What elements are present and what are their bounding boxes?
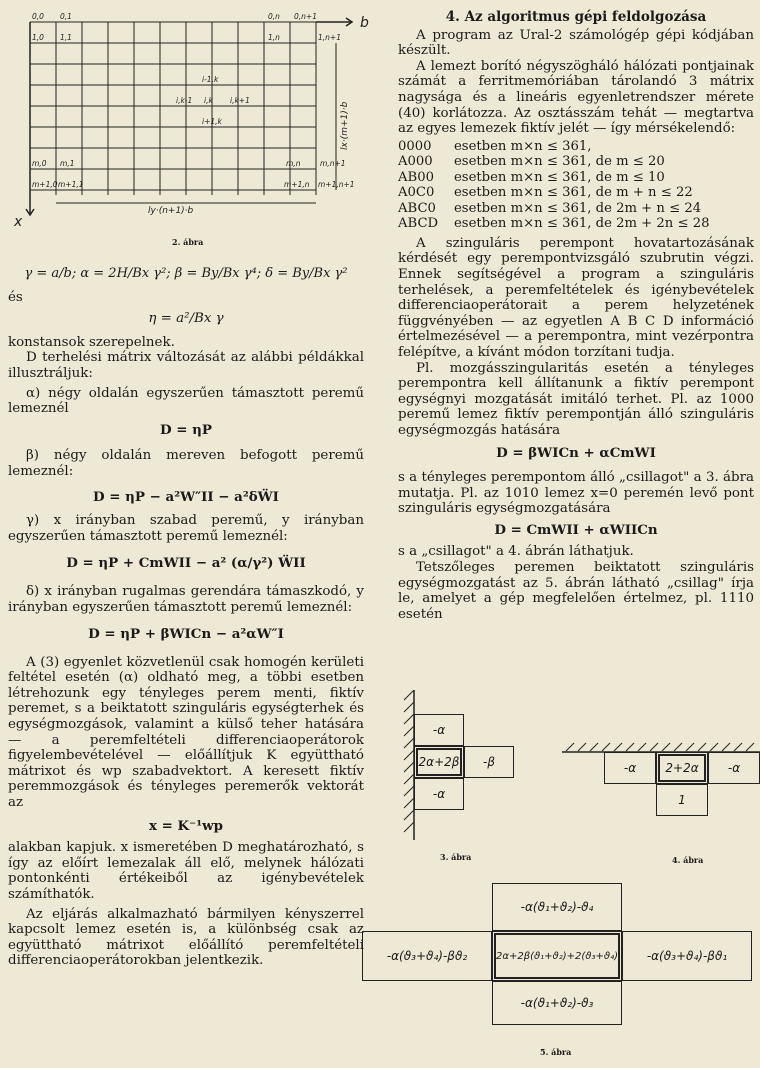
paragraph-mozgas: Pl. mozgásszingularitás esetén a tényleges perempontra kell állítanunk a fiktív perempont egységnyi mozgatását imitáló terhet. Pl. az 1000 peremű lemez fiktív perempontján álló szinguláris egységmozgás hatására: [398, 360, 754, 438]
fig4-center-cell: 2+2α: [656, 752, 708, 784]
fig2-label-0-n: 0,n: [268, 12, 280, 21]
fig5-center-cell: 2α+2β(ϑ₁+ϑ₂)+2(ϑ₃+ϑ₄): [492, 931, 622, 981]
eq-x: x = K⁻¹wp: [149, 817, 223, 834]
fig2-label-m1-n1: m+1,n+1: [318, 180, 355, 189]
left-column: [8, 262, 364, 969]
fig2-label-1-1: 1,1: [60, 33, 72, 42]
fig2-label-0-0: 0,0: [32, 12, 44, 21]
fig4-left-cell: -α: [604, 752, 656, 784]
case-row: 0000 esetben m×n ≤ 361,: [398, 138, 592, 154]
fig2-label-m-1: m,1: [60, 159, 75, 168]
fig2-label-m1-0: m+1,0: [32, 180, 58, 189]
fig2-caption: 2. ábra: [172, 237, 204, 247]
paragraph-lemezt: A lemezt borító négyszögháló hálózati pontjainak számát a ferritmemóriában tárolandó 3 mátrix nagysága és a lineáris egyenletrendszer mérete (40) korlátozza. Az osztásszám tehát — megtartva az egyes lemezek fiktív jelét — így mérsékelendő:: [398, 58, 754, 137]
case-row: ABCD esetben m×n ≤ 361, de 2m + 2n ≤ 28: [398, 216, 710, 232]
case-row: AB00 esetben m×n ≤ 361, de m ≤ 10: [398, 169, 665, 185]
fig2-dim-horizontal: ly·(n+1)·b: [148, 206, 194, 216]
fig3-caption: 3. ábra: [440, 852, 472, 862]
case-row: A0C0 esetben m×n ≤ 361, de m + n ≤ 22: [398, 185, 693, 201]
eq-d2: D = CmWII + αWIICn: [494, 521, 658, 538]
fig5-bottom-cell: -α(ϑ₁+ϑ₂)-ϑ₃: [492, 981, 622, 1025]
eq-alpha: D = ηP: [160, 421, 212, 438]
right-column: [398, 0, 754, 622]
case-beta: β) négy oldalán mereven befogott peremű lemeznél:: [8, 448, 364, 479]
fig2-label-0-1: 0,1: [60, 12, 72, 21]
fig2-label-ip1k: i+1,k: [202, 117, 222, 126]
fig2-label-ikm1: i,k-1: [176, 96, 193, 105]
fig5-top-cell: -α(ϑ₁+ϑ₂)-ϑ₄: [492, 883, 622, 931]
es-text: és: [8, 289, 23, 305]
fig2-dim-vertical: lx·(m+1)·b: [340, 101, 350, 150]
eq-d1: D = βWICn + αCmWI: [496, 445, 656, 462]
fig3-bottom-cell: -α: [414, 778, 464, 810]
case-delta: δ) x irányban rugalmas gerendára támaszkodó, y irányban egyszerűen támasztott peremű lemeznél:: [8, 583, 364, 615]
fig2-label-1-n: 1,n: [268, 33, 280, 42]
fig3-right-cell: -β: [464, 746, 514, 778]
fig2-label-m-n1: m,n+1: [320, 159, 346, 168]
fig2-label-m-0: m,0: [32, 159, 47, 168]
case-row: ABC0 esetben m×n ≤ 361, de 2m + n ≤ 24: [398, 200, 702, 216]
case-alpha: α) négy oldalán egyszerűen támasztott peremű lemeznél: [8, 385, 364, 417]
fig5-left-cell: -α(ϑ₃+ϑ₄)-βϑ₂: [362, 931, 492, 981]
case-gamma: γ) x irányban szabad peremű, y irányban egyszerűen támasztott peremű lemeznél:: [8, 513, 364, 544]
paragraph-eljaras: Az eljárás alkalmazható bármilyen kényszerrel kapcsolt lemez esetén is, a különbség csak az együttható mátrixot előállító peremfeltételi differenciaoperátorokban jelentkezik.: [8, 906, 364, 969]
eq-delta: D = ηP + βWICn − a²αW″I: [88, 626, 284, 643]
fig2-label-ik: i,k: [204, 96, 213, 105]
paragraph-csillag2: s a „csillagot" a 4. ábrán láthatjuk.: [398, 544, 634, 560]
paragraph-program: A program az Ural-2 számológép gépi kódjában készült.: [398, 27, 754, 59]
fig2-axis-x: x: [14, 214, 23, 230]
fig2-label-1-0: 1,0: [32, 33, 44, 42]
konstansok-text: konstansok szerepelnek.: [8, 334, 175, 350]
fig4-bottom-cell: 1: [656, 784, 708, 816]
figure-2-grid: [0, 0, 380, 240]
paragraph-szingularis: A szinguláris perempont hovatartozásának kérdését egy perempontvizsgáló szubrutin végzi. Ennek segítségével a program a szinguláris terhelések, a peremfeltételek és igénybevételek differenciaoperátorait a perem helyzetének függvényében — az egyetlen A B C D információ értelmezésével — a perempontra, mint vezérpontra felépítve, a kívánt módon torzítani tudja.: [398, 235, 754, 360]
fig2-label-ikp1: i,k+1: [230, 96, 250, 105]
fig2-axis-b: b: [360, 15, 369, 31]
intro-text: D terhelési mátrix változását az alábbi példákkal illusztráljuk:: [8, 350, 364, 381]
case-row: A000 esetben m×n ≤ 361, de m ≤ 20: [398, 154, 665, 170]
case-list: [398, 139, 754, 232]
fig4-caption: 4. ábra: [672, 855, 704, 865]
fig2-label-m1-n: m+1,n: [284, 180, 310, 189]
eq-gamma: D = ηP + CmWII − a² (α/γ²) ẄII: [66, 555, 306, 572]
paragraph-csillag1: s a tényleges perempontom álló „csillagot" a 3. ábra mutatja. Pl. az 1010 lemez x=0 peremén levő pont szinguláris egységmozgatására: [398, 470, 754, 517]
eq-definitions: γ = a/b; α = 2H/Bx γ²; β = By/Bx γ⁴; δ = By/Bx γ²: [24, 266, 348, 281]
fig3-top-cell: -α: [414, 714, 464, 746]
fig5-right-cell: -α(ϑ₃+ϑ₄)-βϑ₁: [622, 931, 752, 981]
fig2-label-0-n1: 0,n+1: [294, 12, 317, 21]
fig5-caption: 5. ábra: [540, 1047, 572, 1057]
fig2-label-m-n: m,n: [286, 159, 301, 168]
fig3-center-cell: 2α+2β: [414, 746, 464, 778]
fig2-label-m1-1: m+1,1: [58, 180, 84, 189]
fig4-right-cell: -α: [708, 752, 760, 784]
section-title: 4. Az algoritmus gépi feldolgozása: [445, 9, 707, 25]
fig2-label-1-n1: 1,n+1: [318, 33, 341, 42]
fig2-label-im1k: i-1,k: [202, 75, 219, 84]
eq-eta: η = a²/Bx γ: [148, 311, 224, 327]
paragraph-alakban: alakban kapjuk. x ismeretében D meghatározható, s így az előírt lemezalak áll elő, melynek hálózati pontonkénti értékeiből az igénybevételek számíthatók.: [8, 840, 364, 902]
paragraph-tetszoleges: Tetszőleges peremen beiktatott szinguláris egységmozgatást az 5. ábrán látható „csillag" írja le, amelyet a gép megfelelően értelmez, pl. 1110 esetén: [398, 560, 754, 622]
paragraph-homogen: A (3) egyenlet közvetlenül csak homogén kerületi feltétel esetén (α) oldható meg, a többi esetben létrehozunk egy tényleges perem menti, fiktív peremet, s a beiktatott szinguláris egységterhek és egységmozgások, valamint a külső teher hatására — a peremfeltételi differenciaoperátorok figyelembevételével — előállítjuk K együttható mátrixot és wp szabadvektort. A keresett fiktív peremmozgások és tényleges peremerők vektorát az: [8, 654, 364, 811]
eq-beta: D = ηP − a²W″II − a²δẄI: [93, 488, 279, 505]
